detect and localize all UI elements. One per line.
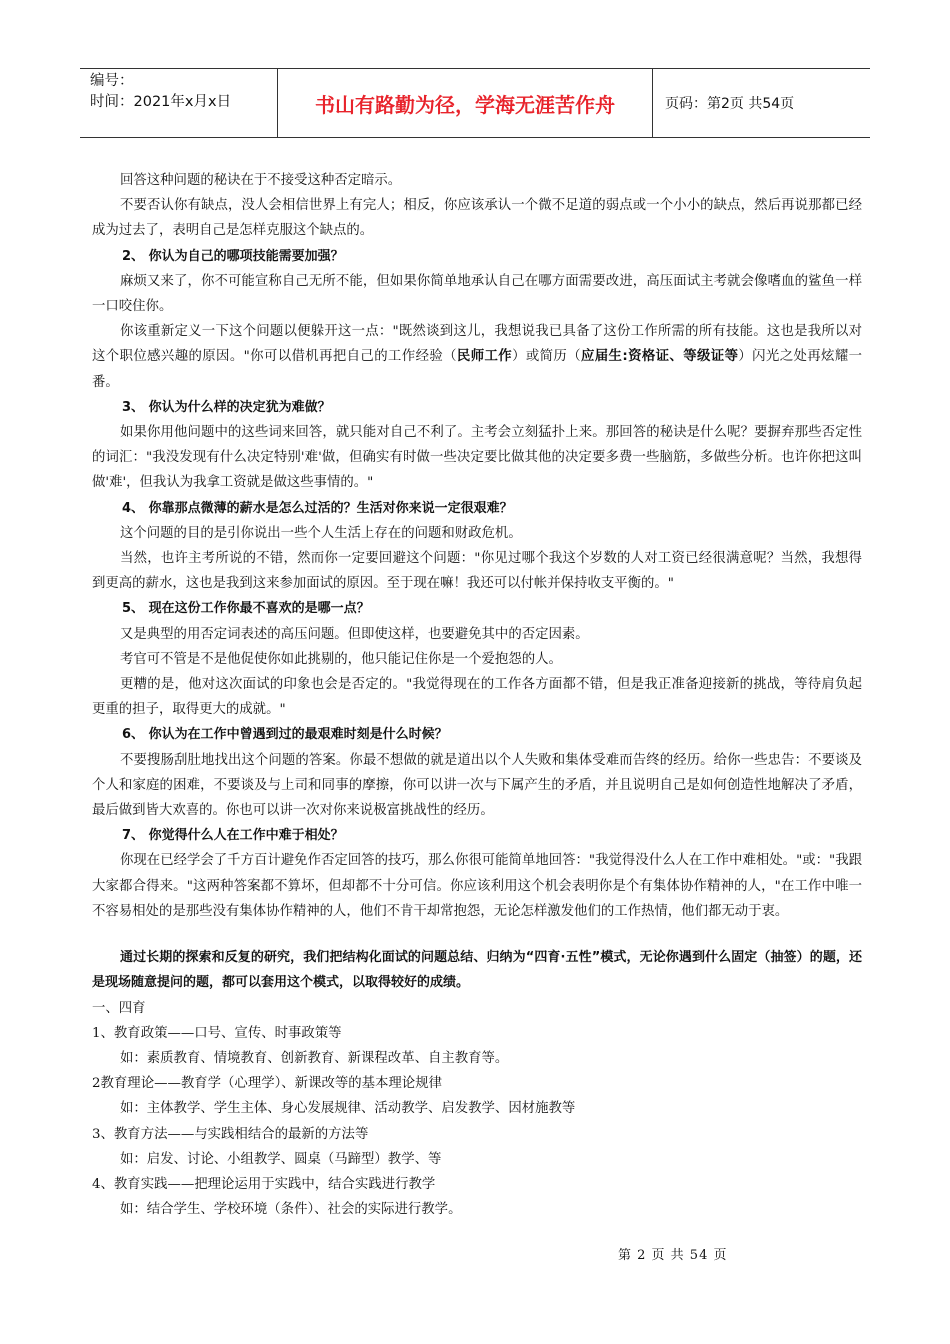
text-span: ）或简历（ bbox=[512, 349, 581, 365]
paragraph: 麻烦又来了，你不可能宣称自己无所不能，但如果你简单地承认自己在哪方面需要改进，高压面试主考就会像嗜血的鲨鱼一样一口咬住你。 bbox=[92, 273, 862, 315]
section-heading: 一、四育 bbox=[92, 1000, 146, 1016]
paragraph: 不要否认你有缺点，没人会相信世界上有完人；相反，你应该承认一个微不足道的弱点或一个小小的缺点，然后再说那都已经成为过去了，表明自己是怎样克服这个缺点的。 bbox=[92, 198, 862, 239]
list-item: 2教育理论——教育学（心理学）、新课改等的基本理论规律 bbox=[92, 1076, 442, 1092]
list-item: 4、教育实践——把理论运用于实践中，结合实践进行教学 bbox=[92, 1176, 436, 1192]
paragraph: 当然，也许主考所说的不错，然而你一定要回避这个问题："你见过哪个我这个岁数的人对工资已经很满意呢？当然，我想得到更高的薪水，这也是我到这来参加面试的原因。至于现在嘛！我还可以付帐并保持收支平衡的。" bbox=[92, 551, 862, 592]
paragraph: 不要搜肠刮肚地找出这个问题的答案。你最不想做的就是道出以个人失败和集体受难而告终的经历。给你一些忠告：不要谈及个人和家庭的困难，不要谈及与上司和同事的摩擦，你可以讲一次与下属产生的矛盾，并且说明自己是如何创造性地解决了矛盾，最后做到皆大欢喜的。你也可以讲一次对你来说极富挑战性的经历。 bbox=[92, 752, 862, 819]
date-line: 时间：2021年x月x日 bbox=[90, 94, 232, 110]
text-span: 你该重新定义一下这个问题以便躲开这一点："既然谈到这儿，我想说我已具备了这份工作所需的所有技能。这也是我所以对这个职位感兴趣的原因。"你可以借机再把自己的工作经验（ bbox=[92, 324, 862, 365]
header-meta bbox=[80, 69, 278, 137]
spacer bbox=[92, 924, 862, 945]
question-heading: 5、 现在这份工作你最不喜欢的是哪一点？ bbox=[122, 601, 370, 617]
bold-span: 应届生:资格证、等级证等 bbox=[580, 349, 739, 365]
header-page-info: 页码：第2页 共54页 bbox=[665, 96, 795, 112]
document-body bbox=[92, 168, 862, 1222]
paragraph bbox=[92, 319, 862, 395]
list-example: 如：启发、讨论、小组教学、圆桌（马蹄型）教学、等 bbox=[120, 1151, 442, 1167]
paragraph: 回答这种问题的秘诀在于不接受这种否定暗示。 bbox=[120, 173, 402, 188]
bold-span: 民师工作 bbox=[456, 349, 513, 365]
question-heading: 6、 你认为在工作中曾遇到过的最艰难时刻是什么时候？ bbox=[122, 727, 448, 743]
paragraph: 又是典型的用否定词表述的高压问题。但即使这样，也要避免其中的否定因素。 bbox=[120, 626, 589, 642]
header-motto: 书山有路勤为径，学海无涯苦作舟 bbox=[278, 69, 653, 137]
list-item: 3、教育方法——与实践相结合的最新的方法等 bbox=[92, 1126, 369, 1142]
paragraph: 你现在已经学会了千方百计避免作否定回答的技巧，那么你很可能简单地回答："我觉得没什么人在工作中难相处。"或："我跟大家都合得来。"这两种答案都不算坏，但却都不十分可信。你应该利用这个机会表明你是个有集体协作精神的人，"在工作中唯一不容易相处的是那些没有集体协作精神的人，他们不肯干却常抱怨，无论怎样激发他们的工作热情，他们都无动于衷。 bbox=[92, 853, 862, 919]
question-heading: 7、 你觉得什么人在工作中难于相处？ bbox=[122, 828, 344, 844]
page-header bbox=[80, 68, 870, 138]
summary-paragraph: 通过长期的探索和反复的研究，我们把结构化面试的问题总结、归纳为“四育·五性”模式，无论你遇到什么固定（抽签）的题，还是现场随意提问的题，都可以套用这个模式，以取得较好的成绩。 bbox=[92, 950, 862, 991]
paragraph: 更糟的是，他对这次面试的印象也会是否定的。"我觉得现在的工作各方面都不错，但是我正准备迎接新的挑战，等待肩负起更重的担子，取得更大的成就。" bbox=[92, 677, 862, 718]
list-example: 如：主体教学、学生主体、身心发展规律、活动教学、启发教学、因材施教等 bbox=[120, 1101, 576, 1117]
text-span: ）闪光之处再炫耀一番。 bbox=[92, 349, 863, 390]
question-heading: 4、 你靠那点微薄的薪水是怎么过活的？生活对你来说一定很艰难？ bbox=[122, 500, 513, 516]
list-example: 如：结合学生、学校环境（条件）、社会的实际进行教学。 bbox=[120, 1202, 462, 1218]
number-label: 编号： bbox=[90, 73, 134, 89]
list-item: 1、教育政策——口号、宣传、时事政策等 bbox=[92, 1025, 342, 1041]
question-heading: 2、 你认为自己的哪项技能需要加强？ bbox=[122, 248, 344, 264]
paragraph: 如果你用他问题中的这些词来回答，就只能对自己不利了。主考会立刻猛扑上来。那回答的秘诀是什么呢？要摒弃那些否定性的词汇："我没发现有什么决定特别'难'做，但确实有时做一些决定要比做其他的决定要多费一些脑筋，多做些分析。也许你把这叫做'难'，但我认为我拿工资就是做这些事情的。" bbox=[92, 425, 862, 491]
page-footer: 第 2 页 共 54 页 bbox=[618, 1248, 728, 1263]
paragraph: 这个问题的目的是引你说出一些个人生活上存在的问题和财政危机。 bbox=[120, 525, 522, 541]
list-example: 如：素质教育、情境教育、创新教育、新课程改革、自主教育等。 bbox=[120, 1050, 509, 1066]
question-heading: 3、 你认为什么样的决定犹为难做？ bbox=[122, 399, 331, 415]
paragraph: 考官可不管是不是他促使你如此挑剔的，他只能记住你是一个爱抱怨的人。 bbox=[120, 651, 562, 667]
